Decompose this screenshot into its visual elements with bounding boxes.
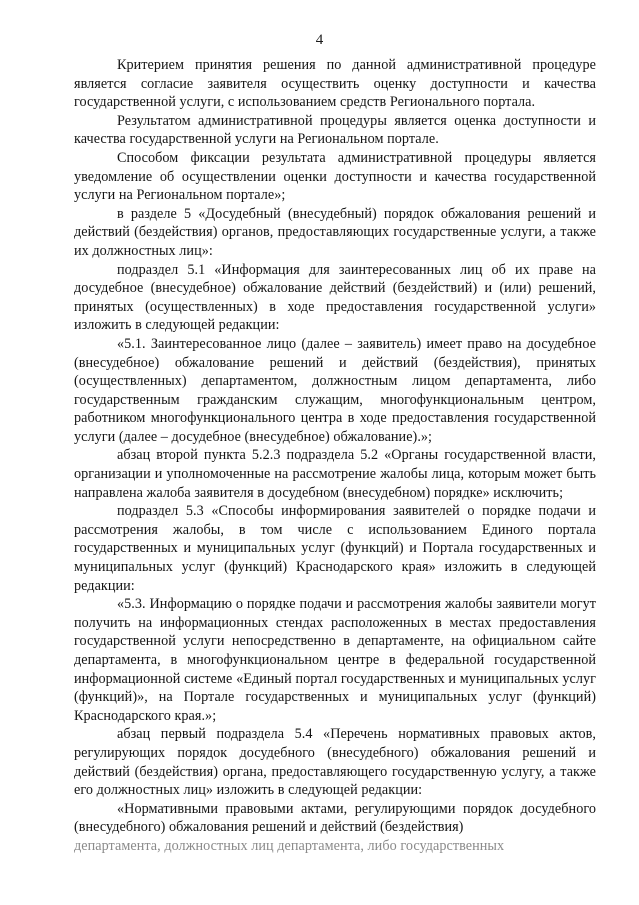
paragraph-1: Критерием принятия решения по данной административной процедуре является согласие заявителя осуществить оценку доступности и качества государственной услуги, с использованием средств Регионального портала. bbox=[74, 57, 596, 111]
paragraph-2: Результатом административной процедуры является оценка доступности и качества государственной услуги на Региональном портале. bbox=[74, 112, 596, 148]
paragraph-11: «Нормативными правовыми актами, регулирующими порядок досудебного (внесудебного) обжалования решений и действий (бездействия) bbox=[74, 800, 596, 836]
paragraph-3: Способом фиксации результата административной процедуры является уведомление об осуществлении оценки доступности и качества государственной услуги на Региональном портале»; bbox=[74, 149, 596, 204]
paragraph-5: подраздел 5.1 «Информация для заинтересованных лиц об их праве на досудебное (внесудебное) обжалование действий (бездействий) и (или) решений, принятых (осуществленных) в ходе предоставления государственной услуги» изложить в следующей редакции: bbox=[74, 261, 596, 334]
page-number: 4 bbox=[315, 32, 324, 48]
document-body bbox=[74, 56, 596, 856]
paragraph-9: «5.3. Информацию о порядке подачи и рассмотрения жалобы заявители могут получить на информационных стендах расположенных в местах предоставления государственной услуги непосредственно в департаменте, на официальном сайте департамента, в многофункциональном центре в федеральной государственной информационной системе «Единый портал государственных и муниципальных услуг (функций)», на Портале государственных и муниципальных услуг (функций) Краснодарского края.»; bbox=[74, 596, 596, 724]
paragraph-8: подраздел 5.3 «Способы информирования заявителей о порядке подачи и рассмотрения жалобы, в том числе с использованием Единого портала государственных и муниципальных услуг (функций) и Портала государственных и муниципальных услуг (функций) Краснодарского края» изложить в следующей редакции: bbox=[74, 503, 596, 594]
trailing-line: департамента, должностных лиц департамента, либо государственных bbox=[74, 837, 505, 854]
paragraph-10: абзац первый подраздела 5.4 «Перечень нормативных правовых актов, регулирующих порядок досудебного (внесудебного) обжалования решений и действий (бездействия) органа, предоставляющего государственную услугу, а также его должностных лиц» изложить в следующей редакции: bbox=[74, 726, 596, 799]
paragraph-6: «5.1. Заинтересованное лицо (далее – заявитель) имеет право на досудебное (внесудебное) обжалование решений и действий (бездействия), принятых (осуществленных) департаментом, должностным лицом департамента, либо государственным гражданским служащим, многофункциональным центром, работником многофункционального центра в ходе предоставления государственной услуги (далее – досудебное (внесудебное) обжалование).»; bbox=[74, 335, 596, 445]
paragraph-7: абзац второй пункта 5.2.3 подраздела 5.2 «Органы государственной власти, организации и уполномоченные на рассмотрение жалобы лица, которым может быть направлена жалоба заявителя в досудебном (внесудебном) порядке» исключить; bbox=[74, 447, 596, 501]
paragraph-4: в разделе 5 «Досудебный (внесудебный) порядок обжалования решений и действий (бездействия) органов, предоставляющих государственные услуги, а также их должностных лиц»: bbox=[74, 205, 596, 259]
